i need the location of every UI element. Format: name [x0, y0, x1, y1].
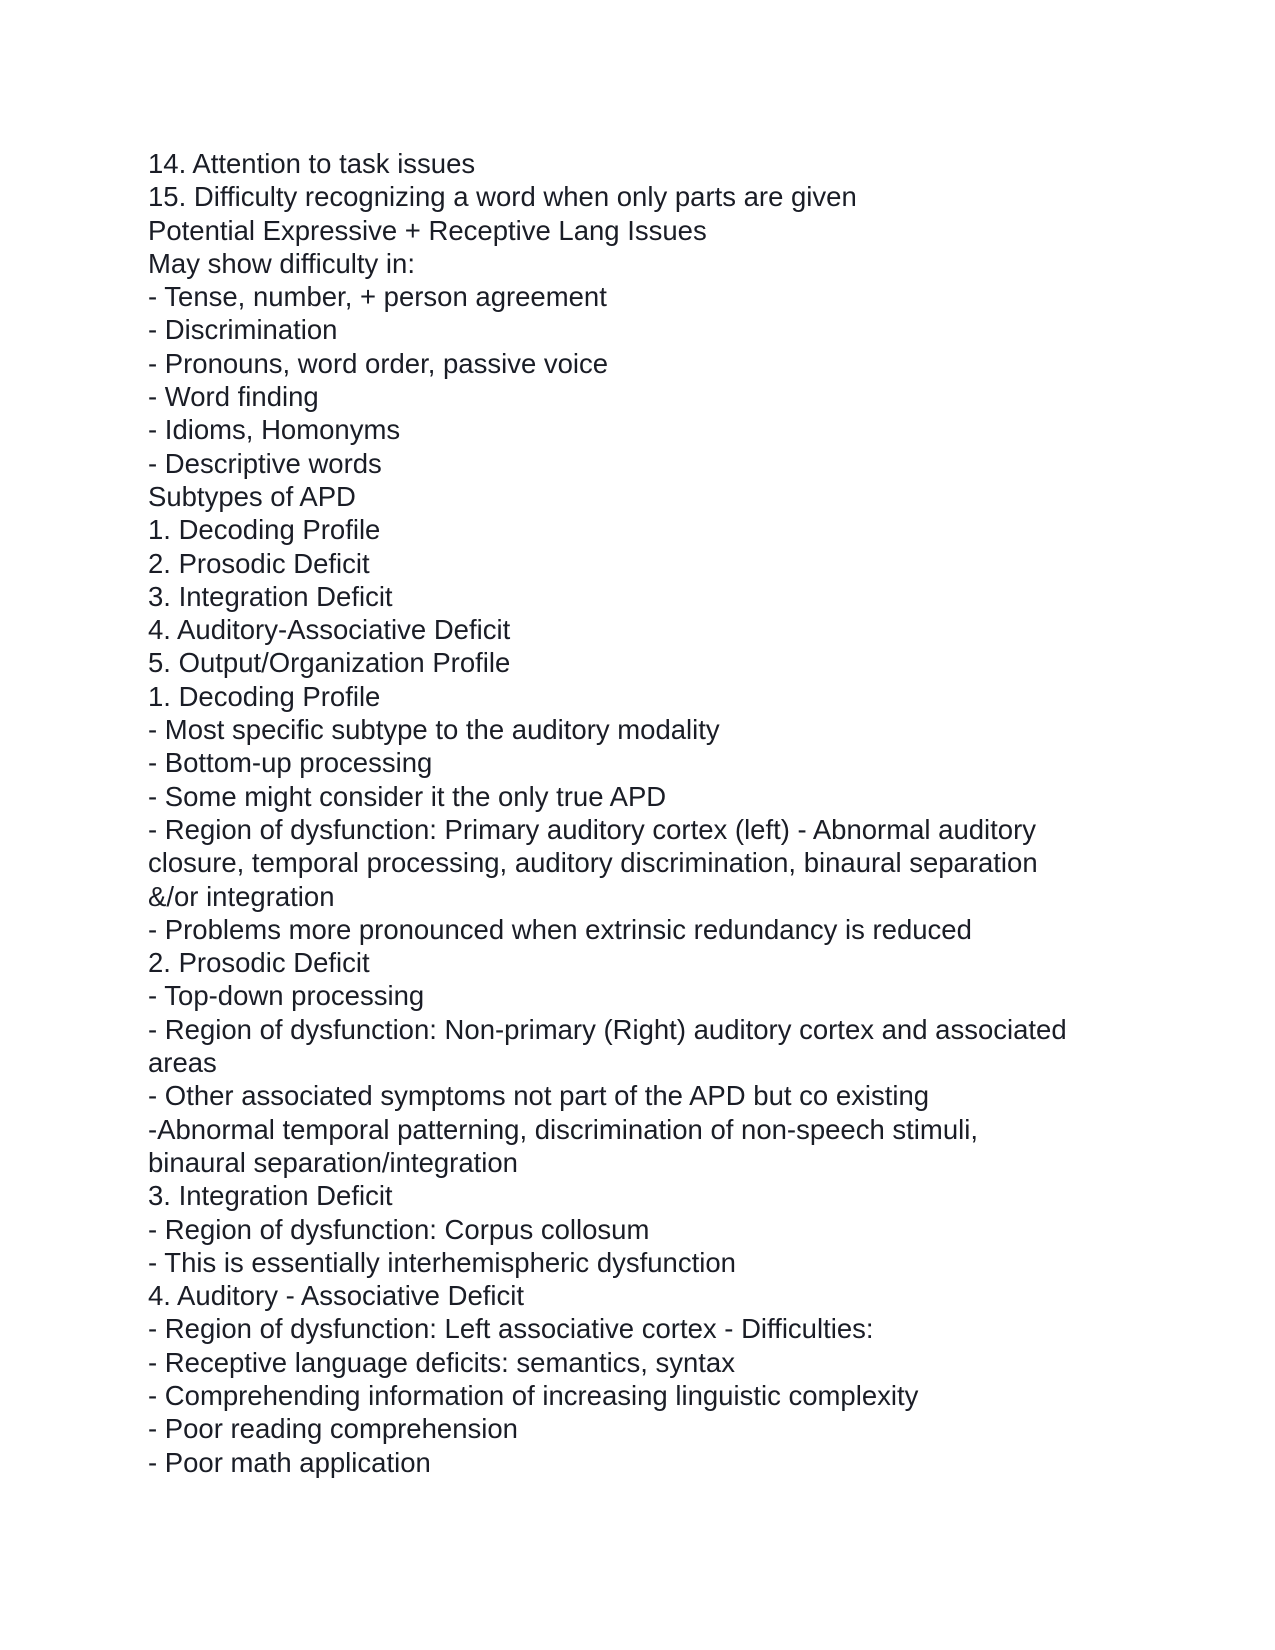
list-item: - Region of dysfunction: Left associative cortex - Difficulties:: [148, 1313, 874, 1345]
list-item: -Abnormal temporal patterning, discrimination of non-speech stimuli,: [148, 1113, 978, 1145]
list-item: - Receptive language deficits: semantics, syntax: [148, 1346, 735, 1378]
text-line: binaural separation/integration: [148, 1146, 518, 1178]
list-item: 2. Prosodic Deficit: [148, 547, 370, 579]
list-item: 1. Decoding Profile: [148, 514, 381, 546]
list-item: - Bottom-up processing: [148, 747, 433, 779]
section-heading: 1. Decoding Profile: [148, 680, 381, 712]
list-item: - Descriptive words: [148, 447, 382, 479]
text-line: 14. Attention to task issues: [148, 148, 476, 179]
text-line: 15. Difficulty recognizing a word when only parts are given: [148, 181, 857, 213]
list-item: - Most specific subtype to the auditory modality: [148, 714, 720, 746]
list-item: 3. Integration Deficit: [148, 580, 393, 612]
list-item: - Comprehending information of increasing linguistic complexity: [148, 1379, 919, 1411]
list-item: - Idioms, Homonyms: [148, 414, 401, 446]
list-item: - Region of dysfunction: Corpus collosum: [148, 1213, 650, 1245]
text-line: areas: [148, 1047, 217, 1079]
text-line: &/or integration: [148, 880, 335, 912]
section-heading: 3. Integration Deficit: [148, 1180, 393, 1212]
list-item: 5. Output/Organization Profile: [148, 647, 511, 679]
list-item: - Region of dysfunction: Primary auditory cortex (left) - Abnormal auditory: [148, 813, 1037, 845]
list-item: - Top-down processing: [148, 980, 425, 1012]
list-item: - This is essentially interhemispheric dysfunction: [148, 1246, 736, 1278]
section-heading: Subtypes of APD: [148, 480, 356, 512]
list-item: - Pronouns, word order, passive voice: [148, 347, 609, 379]
section-heading: Potential Expressive + Receptive Lang Issues: [148, 214, 707, 246]
list-item: 4. Auditory-Associative Deficit: [148, 614, 511, 646]
section-heading: 4. Auditory - Associative Deficit: [148, 1280, 524, 1312]
text-line: May show difficulty in:: [148, 247, 415, 279]
document-page: [148, 147, 1128, 1479]
list-item: - Some might consider it the only true APD: [148, 780, 667, 812]
list-item: - Problems more pronounced when extrinsic redundancy is reduced: [148, 913, 972, 945]
list-item: - Region of dysfunction: Non-primary (Right) auditory cortex and associated: [148, 1013, 1067, 1045]
list-item: - Other associated symptoms not part of the APD but co existing: [148, 1080, 930, 1112]
list-item: - Tense, number, + person agreement: [148, 281, 607, 313]
text-line: closure, temporal processing, auditory discrimination, binaural separation: [148, 847, 1038, 879]
list-item: - Poor math application: [148, 1446, 431, 1478]
list-item: - Word finding: [148, 381, 319, 413]
list-item: - Discrimination: [148, 314, 338, 346]
list-item: - Poor reading comprehension: [148, 1413, 518, 1445]
section-heading: 2. Prosodic Deficit: [148, 947, 370, 979]
